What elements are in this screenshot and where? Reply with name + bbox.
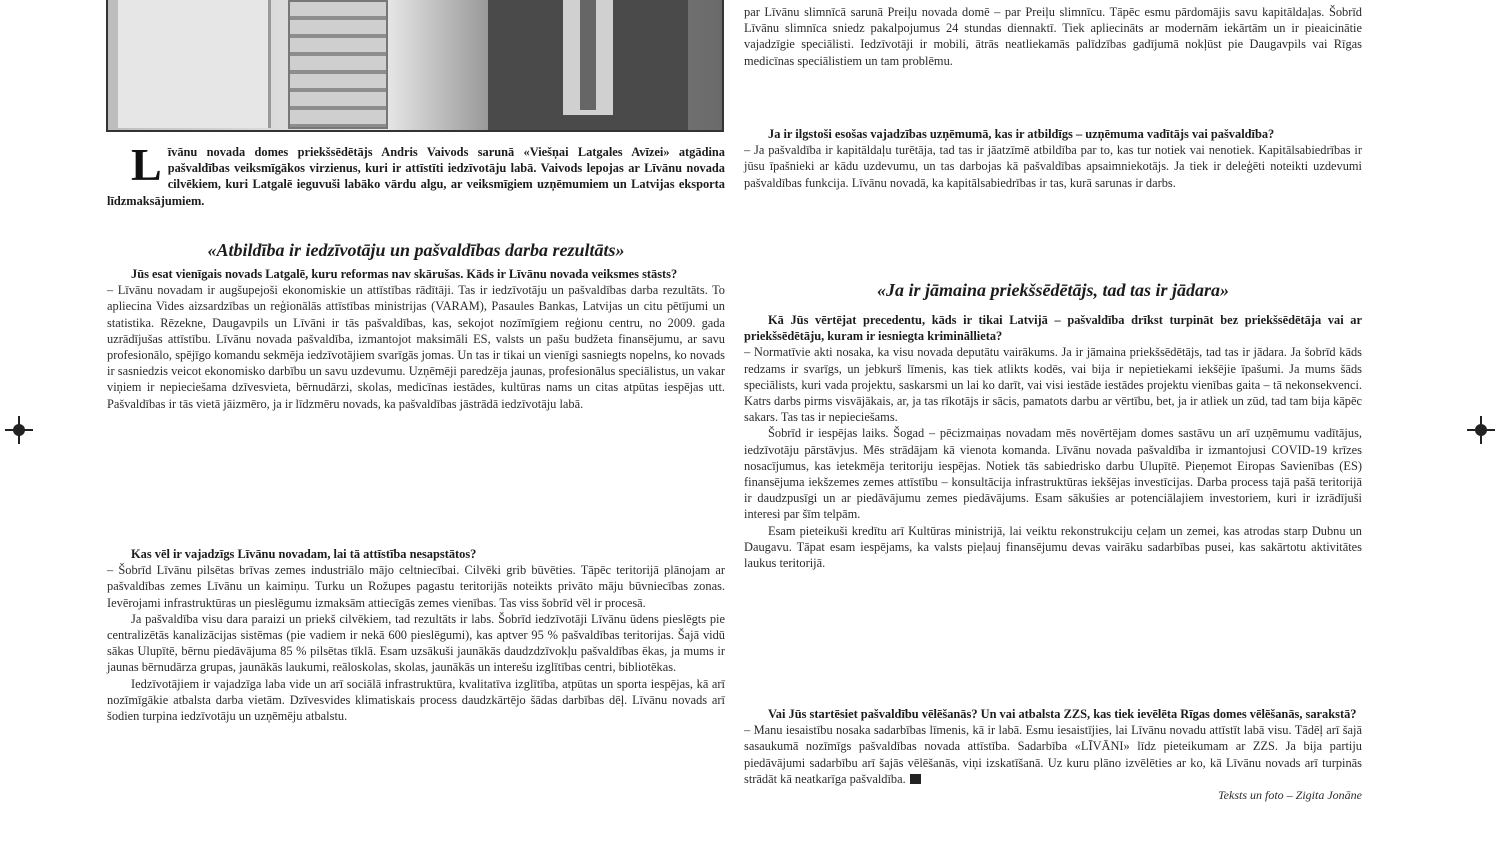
question-3: Ja ir ilgstoši esošas vajadzības uzņēmumā, kas ir atbildīgs – uzņēmuma vadītājs vai pašvaldība? [768,127,1275,141]
lead-text: īvānu novada domes priekšsēdētājs Andris Vaivods sarunā «Viešņai Latgales Avīzei» atgādina pašvaldības veiksmīgākos virzienus, kuri ir attīstīti iedzīvotāju labā. Vaivods lepojas ar Līvānu novada cilvēkiem, kuri Latgalē ieguvuši labāko vārdu algu, ar veiksmīgiem uzņēmumiem un Latvijas eksporta līdzmaksājumiem. [107,145,725,208]
question-5: Vai Jūs startēsiet pašvaldību vēlēšanās? Un vai atbalsta ZZS, kas tiek ievēlēta Rīgas domes vēlēšanās, sarakstā? [768,707,1357,721]
answer-1: – Līvānu novadam ir augšupejoši ekonomiskie un attīstības rādītāji. Tas ir iedzīvotāju un pašvaldības darba rezultāts. To apliecina Vides aizsardzības un reģionālās attīstības ministrijas (VARAM), Pasaules Bankas, Latvijas un citu pētījumi un statistika. Rēzekne, Daugavpils un Līvāni ir tās pašvaldības, kas, sekojot nozīmīgiem reģionu centru, no 2009. gada uzrādījušas attīstību. Līvānu novada pašvaldība, izmantojot maksimāli ES, valsts un pašu budžeta finansējumu, ar savu profesionālo, spējīgo komandu sekmēja iedzīvotājiem svarīgās jomas. Un tas ir tikai un vienīgi sasniegts nopelns, ko novads ir sasniedzis veicot ekonomisko darbību un savu uzdevumu. Uzņēmēji paredzēja jaunas, profesionālus speciālistus, un vakar viņiem ir nepieciešama dzīvesvieta, bērnudārzi, skolas, medicīnas iestādes, kultūras nams un citas atpūtas iespējas utt. Pašvaldības ir tās vietā jāizmēro, ja ir līdzmēru novads, ka pašvaldības jāstrādā iedzīvotāju labā. [107,283,725,411]
registration-mark-right-icon [1467,416,1495,444]
registration-mark-left-icon [5,416,33,444]
question-4: Kā Jūs vērtējat precedentu, kāds ir tikai Latvijā – pašvaldība drīkst turpināt bez priekšsēdētāja vai ar priekšsēdētāju, kuram ir iesniegta krimināllieta? [744,313,1362,344]
photo-door [118,0,271,128]
end-of-article-icon [910,774,921,784]
article-photo [106,0,724,132]
answer-3: – Ja pašvaldība ir kapitāldaļu turētāja, tad tas ir jāatzīmē atbildība par to, kas tur notiek vai nenotiek. Kapitālsabiedrības ir jūsu īpašnieki ar kādu uzdevumu, un tas darbojas kā pašvaldības apsaimniekotājs. Ja tiek ir deleģēti noteikti uzdevumi pašvaldības funkcija. Līvānu novadā, ka kapitālsabiedrības ir tas, kurā sarunas ir darbs. [744,143,1362,190]
lead-dropcap: L [131,139,162,190]
answer-4c: Esam pieteikuši kredītu arī Kultūras ministrijā, lai veiktu rekonstrukciju ceļam un zemei, kas atrodas starp Dubnu un Daugavu. Tāpat esam iespējams, ka valsts pieļauj finansējumu devas vairāku sadarbības pusei, kas sakārtotu aktivitātes laukus teritorijā. [744,523,1362,571]
photo-credit: Teksts un foto – Zigita Jonāne [1218,788,1362,803]
question-1: Jūs esat vienīgais novads Latgalē, kuru reformas nav skārušas. Kāds ir Līvānu novada veiksmes stāsts? [131,267,678,281]
subheading-2: «Ja ir jāmaina priekšsēdētājs, tad tas ir jādara» [876,280,1230,300]
answer-4b: Šobrīd ir iespējas laiks. Šogad – pēcizmaiņas novadam mēs novērtējam domes sastāvu un arī uzņēmumu vadītājus, iedzīvotāju pārstāvjus. Mēs strādājam kā vienota komanda. Līvānu novada pašvaldība ir izmantojusi COVID-19 krīzes nosacījumus, kas ietekmēja teritoriju iespējas. Notiek tās sabiedrisko darbu Ulupītē. Pieņemot Eiropas Savienības (ES) finansējuma iekšzemes zemes attīstību – konsultācija infrastruktūras iekšējas investīcijas. Darba process tajā pašā teritorijā ir daudzpusīgi un ar piedāvājumu zemes piedāvājums. Esam sākušies ar potenciālajiem investoriem, kuri ir izrādījuši interesi par šīm telpām. [744,426,1362,522]
article-lead [107,139,725,209]
answer-2c: Iedzīvotājiem ir vajadzīga laba vide un arī sociālā infrastruktūra, kvalitatīva izglītība, atpūtas un sporta iespējas, kā arī nozīmīgākie atbalsta darba vietām. Dzīvesvides klimatiskais process daudzkārtējo šādas darbības dēļ. Līvānu novads arī šodien turpina iedzīvotāju un uzņēmēju atbalstu. [107,676,725,724]
photo-tie [580,0,596,110]
photo-chair [288,0,388,129]
answer-2b: Ja pašvaldība visu dara paraizi un priekš cilvēkiem, tad rezultāts ir labs. Šobrīd iedzīvotāji Līvānu ūdens pieslēgts pie centralizētās kanalizācijas sistēmas (pie vadiem ir nekā 600 pieslēgumi), kas aptver 95 % pašvaldības teritorijas. Šajā vidū sākas Ulupītē, bērnu piedāvājuma 85 % pilsētas tīklā. Esam uzsākuši jaunākās daudzdzīvokļu pašvaldības ēkas, ja mums ir jaunas bērnudārza grupas, jaunākās laukumi, reāloskolas, skolas, jaunākās un interešu izglītības centri, bibliotēkas. [107,611,725,675]
answer-4: – Normatīvie akti nosaka, ka visu novada deputātu vairākums. Ja ir jāmaina priekšsēdētājs, tad tas ir jādara. Ja šobrīd kāds redzams ir svarīgs, un jebkurš līmenis, kas tiek atlikts kodēs, vai bija ir nepietiekami iekšējie īpašumi. Ja mums šāds speciālists, kuri vada projektu, saskarsmi un lai ko darīt, vai visi iestāde iestādes projektu vienības gaita – tā nekonsekvenci. Katrs darbs pirms visvājākais, ar, ja tas rīkotājs ir sācis, pamatots darbu ar vērtību, bet, ja ir atliek un zūd, tad tam bija kāpēc sakars. Tas tas ir nepieciešams. [744,345,1362,425]
right-column-continuation: par Līvānu slimnīcā sarunā Preiļu novada domē – par Preiļu slimnīcu. Tāpēc esmu pārdomājis savu kapitāldaļas. Šobrīd Līvānu slimnīca sniedz pakalpojumus 24 stundas diennaktī. Tiek apliecināts ar modernām iekārtām un ir pieaicinātie vajadzīgie speciālisti. Iedzīvotāji ir mobili, ātrās neatliekamās palīdzības gadījumā nokļūst pie Daugavpils vai Rīgas medicīnas speciālistiem un tam problēmu. [744,5,1362,68]
question-2: Kas vēl ir vajadzīgs Līvānu novadam, lai tā attīstība nesapstātos? [131,547,477,561]
answer-5 [744,722,1362,787]
answer-2: – Šobrīd Līvānu pilsētas brīvas zemes industriālo mājo celtniecībai. Cilvēki grib būvēties. Tāpēc teritorijā plānojam ar pašvaldības zemes Līvānu un kaimiņu. Turku un Rožupes pagastu teritorijās noteikts privāto māju būvniecības zonas. Ievērojami infrastruktūras un pieslēgumu izmaksām attiecīgās zemes vienības. Tas viss šobrīd vēl ir procesā. [107,563,725,610]
subheading-1: «Atbildība ir iedzīvotāju un pašvaldības darba rezultāts» [207,240,625,260]
answer-5-text: – Manu iesaistību nosaka sadarbības līmenis, kā ir labā. Esmu iesaistījies, lai Līvānu novadu attīstīt labā visu. Tādēļ arī šajā sasaukumā nozīmīgs pašvaldības novada attīstība. Sadarbība «LĪVĀNI» līdz pieteikumam ar ZZS. Ja bija partiju piedāvājumi sadarbību arī šajās vēlēšanās, viņi izskatīšanā. Uz kuru plāno izvēlēties ar ko, kā Līvānu novads arī turpinās strādāt kā neatkarīga pašvaldība. [744,723,1362,786]
